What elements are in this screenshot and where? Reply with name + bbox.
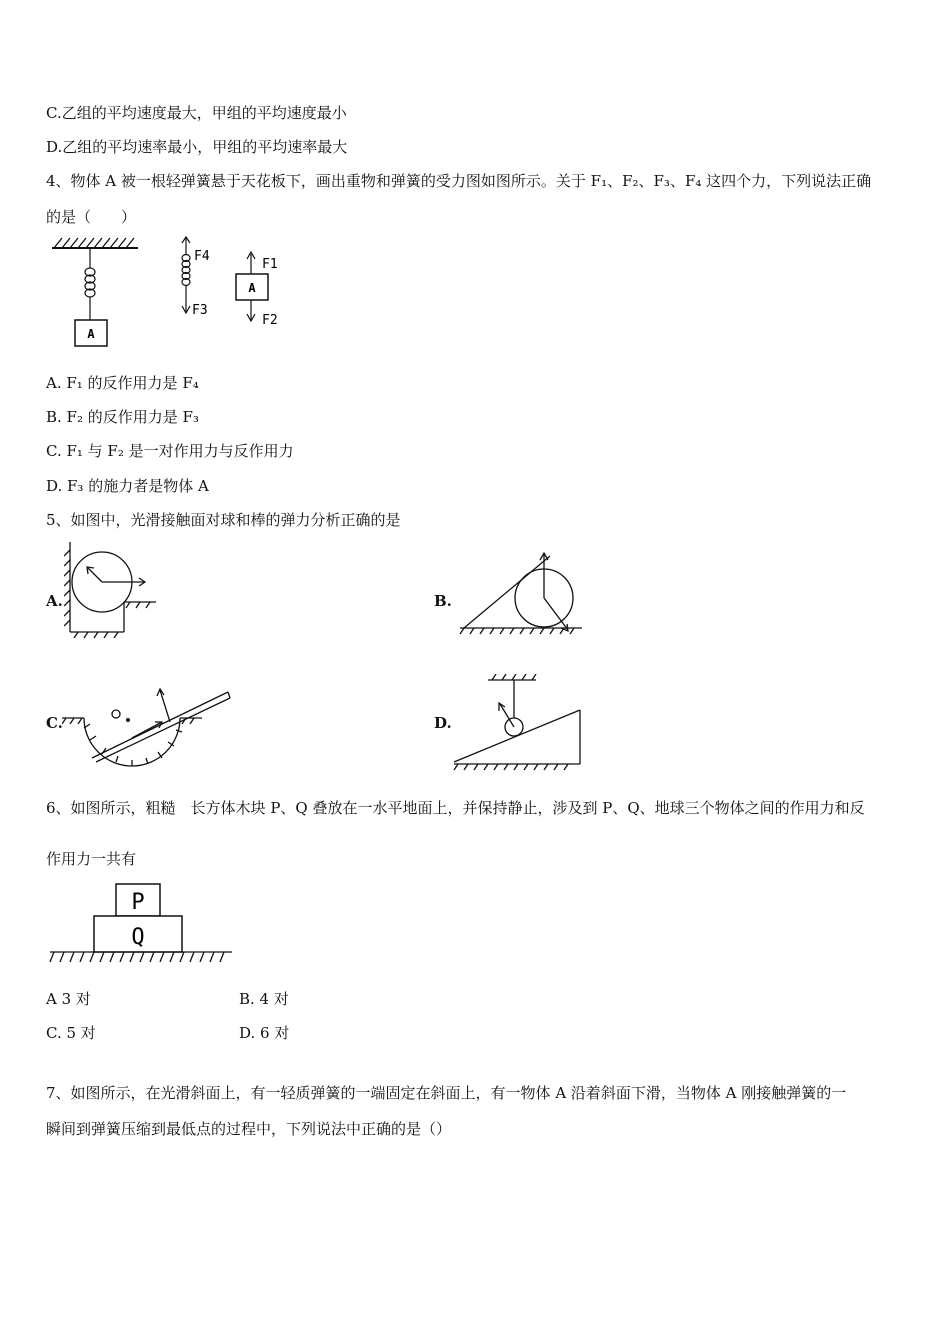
q4-option-a: A. F₁ 的反作用力是 F₄ xyxy=(46,374,199,392)
q6-option-d: D. 6 对 xyxy=(239,1024,290,1042)
q6-option-b: B. 4 对 xyxy=(239,990,289,1008)
q5-figure-a xyxy=(64,540,164,640)
q6-figure xyxy=(46,880,236,968)
q4-stem-line2: 的是（ ） xyxy=(46,208,137,226)
q7-stem-line1: 7、如图所示，在光滑斜面上，有一轻质弹簧的一端固定在斜面上，有一物体 A 沿着斜面下滑，当物体 A 刚接触弹簧的一 xyxy=(46,1084,847,1102)
q4-option-c: C. F₁ 与 F₂ 是一对作用力与反作用力 xyxy=(46,442,294,460)
q5-figure-b xyxy=(458,548,588,638)
block-q xyxy=(94,916,182,952)
ground xyxy=(50,952,232,962)
q5-figure-d xyxy=(452,674,586,772)
block-a xyxy=(75,320,107,346)
label-f4: F4 xyxy=(194,249,210,264)
q5-label-b: B. xyxy=(434,592,452,610)
q6-option-a: A 3 对 xyxy=(46,990,91,1008)
ceiling xyxy=(52,238,138,248)
q5-label-a: A. xyxy=(46,592,63,610)
label-f1: F1 xyxy=(262,257,278,272)
svg-text:Q: Q xyxy=(131,925,145,950)
svg-text:A: A xyxy=(248,281,256,295)
svg-text:A: A xyxy=(87,327,95,341)
spring-force-diagram xyxy=(182,237,190,313)
q5-label-c: C. xyxy=(46,714,63,732)
q5-figure-c xyxy=(62,680,234,772)
label-f3: F3 xyxy=(192,303,208,318)
svg-text:P: P xyxy=(131,890,145,915)
q4-option-b: B. F₂ 的反作用力是 F₃ xyxy=(46,408,199,426)
q5-label-d: D. xyxy=(434,714,452,732)
q5-stem: 5、如图中，光滑接触面对球和棒的弹力分析正确的是 xyxy=(46,511,401,529)
q6-stem-line2: 作用力一共有 xyxy=(46,850,137,868)
q4-option-d: D. F₃ 的施力者是物体 A xyxy=(46,477,209,495)
q4-figure xyxy=(46,232,306,352)
q6-option-c: C. 5 对 xyxy=(46,1024,96,1042)
label-f2: F2 xyxy=(262,313,278,328)
q3-option-c: C.乙组的平均速度最大，甲组的平均速度最小 xyxy=(46,104,347,122)
q3-option-d: D.乙组的平均速率最小，甲组的平均速率最大 xyxy=(46,138,348,156)
block-p xyxy=(116,884,160,916)
hanging-spring xyxy=(85,248,95,320)
q7-stem-line2: 瞬间到弹簧压缩到最低点的过程中，下列说法中正确的是（） xyxy=(46,1120,452,1138)
q4-stem-line1: 4、物体 A 被一根轻弹簧悬于天花板下，画出重物和弹簧的受力图如图所示。关于 F₁、F₂、F₃、F₄ 这四个力，下列说法正确 xyxy=(46,172,872,190)
q6-stem-line1: 6、如图所示，粗糙 长方体木块 P、Q 叠放在一水平地面上，并保持静止，涉及到 P、Q、地球三个物体之间的作用力和反 xyxy=(46,799,865,817)
